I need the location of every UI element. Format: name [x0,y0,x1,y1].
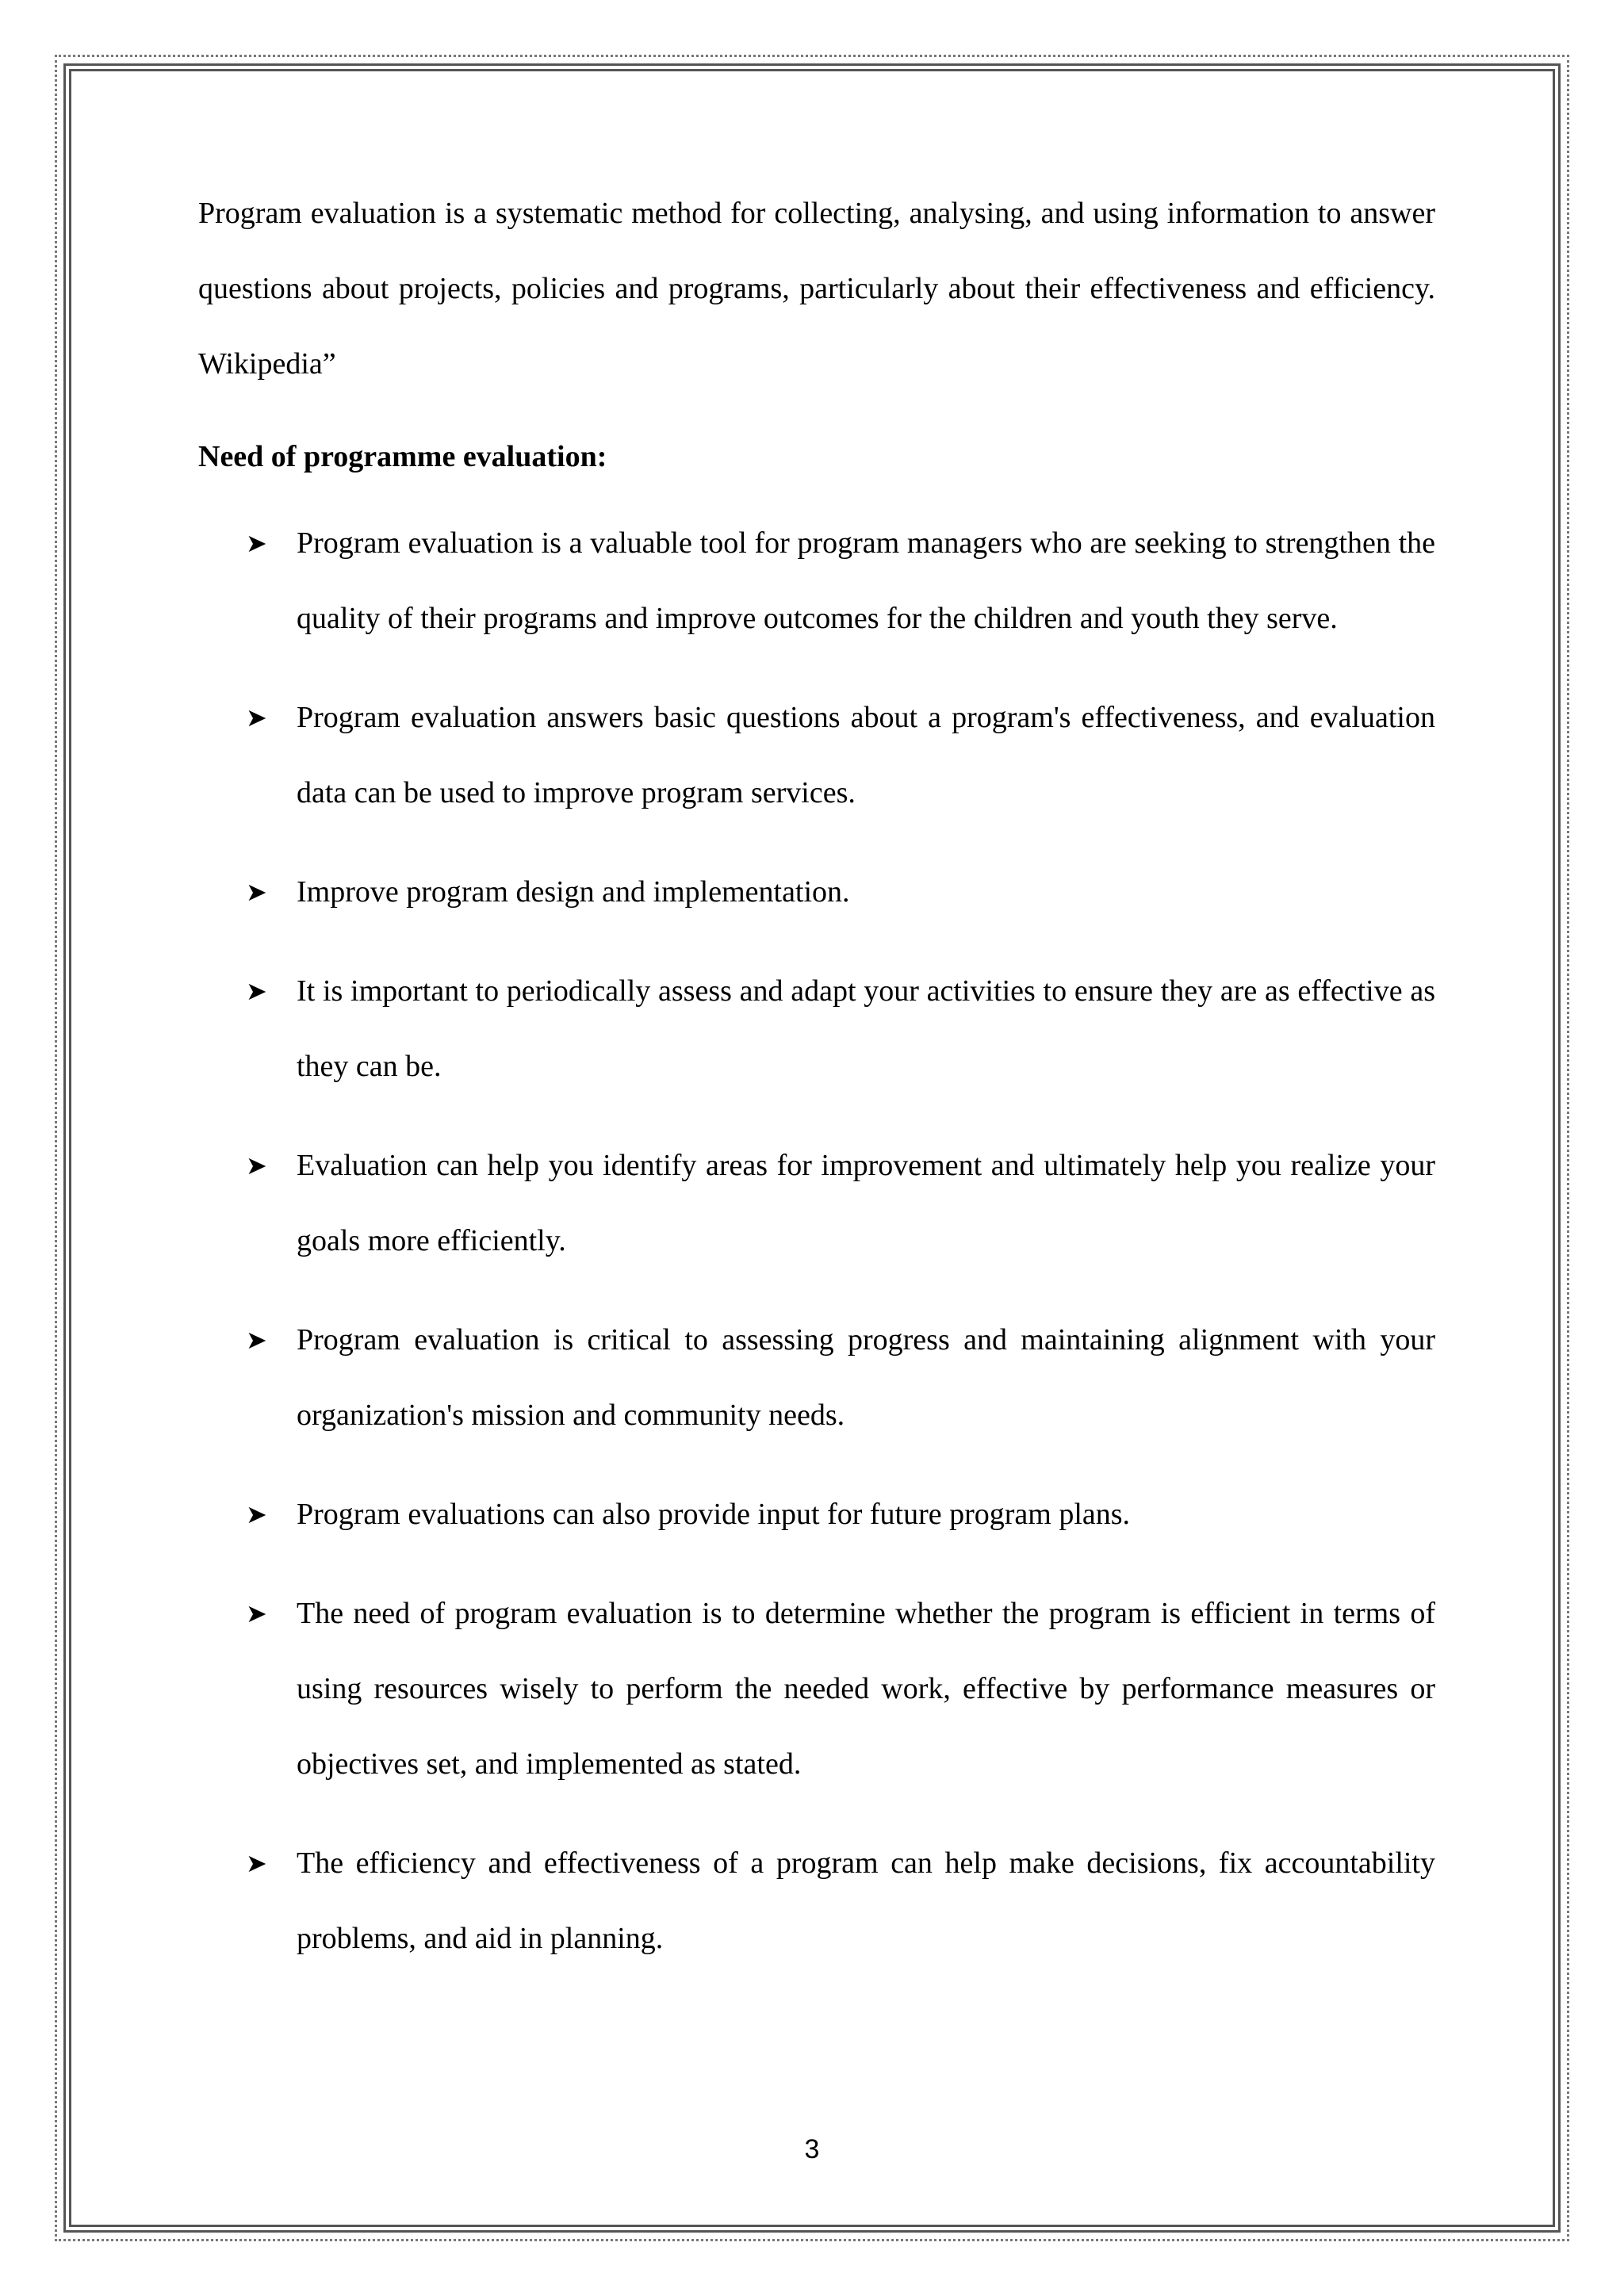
list-item-text: Program evaluations can also provide input for future program plans. [297,1498,1131,1531]
arrow-bullet-icon: ➤ [246,702,267,733]
list-item [198,1826,1435,1976]
list-item-text: It is important to periodically assess and adapt your activities to ensure they are as effective as they can be. [297,974,1435,1083]
document-body [198,176,1435,2000]
list-item [198,855,1435,930]
arrow-bullet-icon: ➤ [246,1325,267,1355]
list-item-text: Program evaluation is a valuable tool for program managers who are seeking to strengthen the quality of their programs and improve outcomes for the children and youth they serve. [297,526,1435,635]
list-item [198,1303,1435,1453]
bullet-list [198,506,1435,1976]
arrow-bullet-icon: ➤ [246,1848,267,1878]
list-item-text: Program evaluation answers basic questions about a program's effectiveness, and evaluation data can be used to improve program services. [297,701,1435,809]
arrow-bullet-icon: ➤ [246,1499,267,1529]
list-item-text: The need of program evaluation is to determine whether the program is efficient in terms of using resources wisely to perform the needed work, effective by performance measures or objectives set, and implemented as stated. [297,1597,1435,1781]
arrow-bullet-icon: ➤ [246,528,267,558]
arrow-bullet-icon: ➤ [246,976,267,1006]
list-item [198,680,1435,831]
list-item [198,1576,1435,1802]
list-item-text: Improve program design and implementation. [297,875,850,909]
list-item [198,506,1435,656]
list-item-text: The efficiency and effectiveness of a program can help make decisions, fix accountability problems, and aid in planning. [297,1846,1435,1955]
list-item [198,1477,1435,1552]
arrow-bullet-icon: ➤ [246,877,267,907]
section-heading: Need of programme evaluation: [198,440,607,473]
intro-paragraph: Program evaluation is a systematic method for collecting, analysing, and using information to answer questions about projects, policies and programs, particularly about their effectiveness and efficiency. Wikipedia” [198,197,1435,381]
page-number: 3 [804,2134,820,2164]
list-item-text: Program evaluation is critical to assessing progress and maintaining alignment with your organization's mission and community needs. [297,1323,1435,1432]
arrow-bullet-icon: ➤ [246,1598,267,1628]
list-item [198,1128,1435,1279]
arrow-bullet-icon: ➤ [246,1150,267,1181]
list-item-text: Evaluation can help you identify areas for improvement and ultimately help you realize your goals more efficiently. [297,1149,1435,1257]
list-item [198,954,1435,1104]
